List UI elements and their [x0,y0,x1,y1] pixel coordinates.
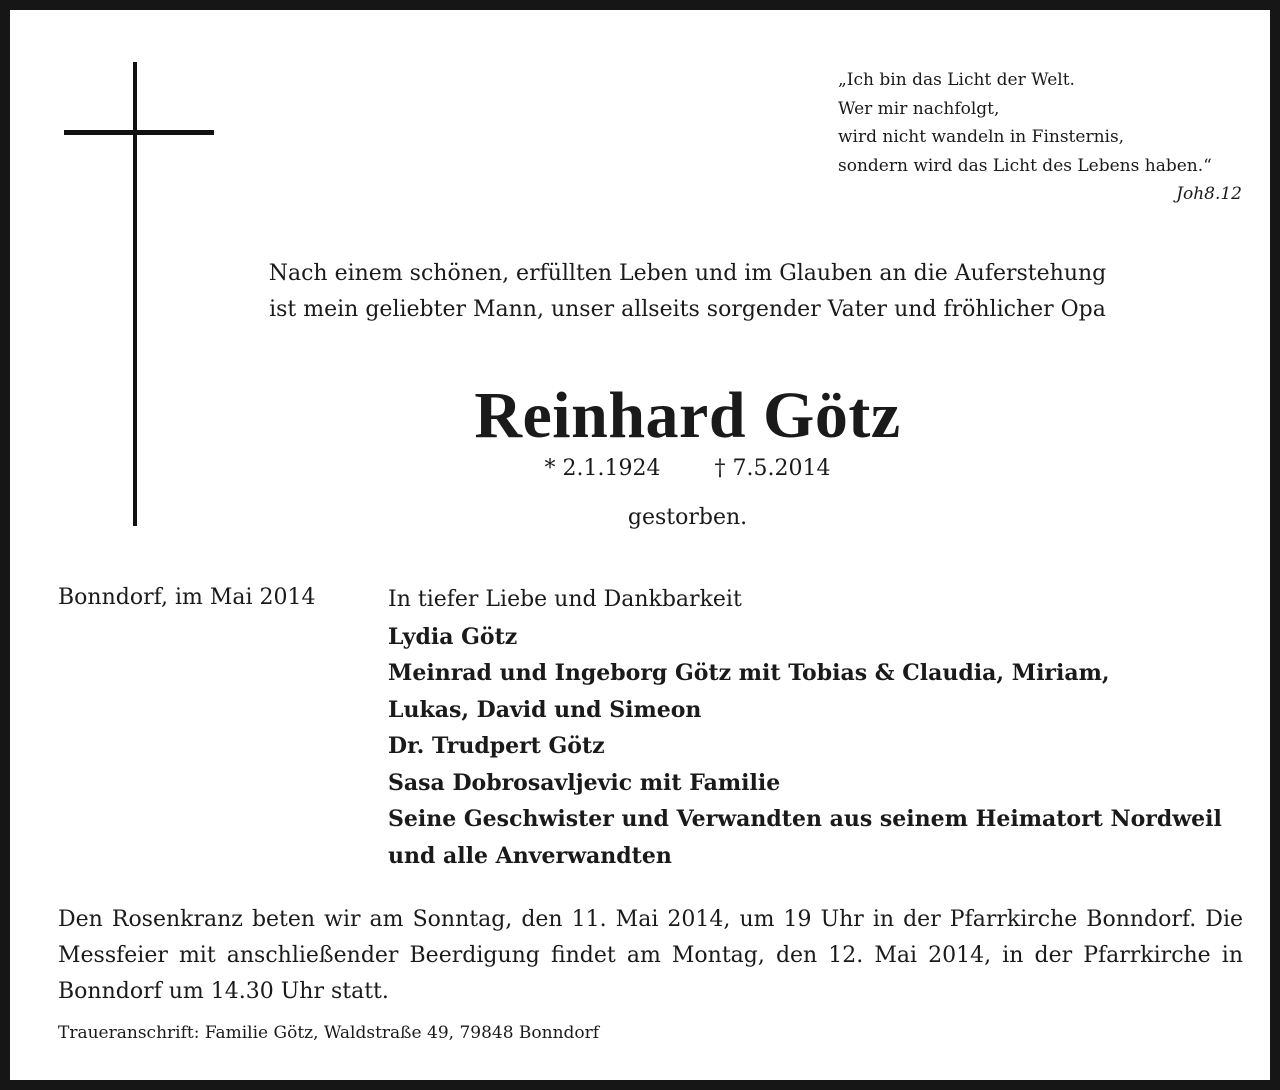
quote-line: „Ich bin das Licht der Welt. [838,70,1075,90]
quote-line: sondern wird das Licht des Lebens haben.“ [838,155,1212,176]
life-dates [140,453,1235,485]
mourners-list [388,582,1248,874]
intro-text [140,256,1235,328]
mourner-name: Lukas, David und Simeon [388,696,702,723]
death-date: † 7.5.2014 [714,456,831,481]
intro-line: ist mein geliebter Mann, unser allseits sorgender Vater und fröhlicher Opa [269,297,1106,322]
mourner-name: Lydia Götz [388,623,518,650]
died-verb: gestorben. [627,505,748,530]
quote-line: Wer mir nachfolgt, [838,98,1000,119]
mourners-heading: In tiefer Liebe und Dankbarkeit [388,587,742,612]
intro-line: Nach einem schönen, erfüllten Leben und im Glauben an die Auferstehung [268,261,1107,286]
mourner-name: Meinrad und Ingeborg Götz mit Tobias & Claudia, Miriam, [388,660,1110,686]
cross-horizontal-bar [64,130,214,135]
quote-line: wird nicht wandeln in Finsternis, [838,127,1125,148]
mourner-name: Seine Geschwister und Verwandten aus seinem Heimatort Nordweil [388,806,1222,832]
mourner-name: Sasa Dobrosavljevic mit Familie [388,769,781,796]
bible-quote [838,66,1242,209]
quote-reference: Joh8.12 [1176,184,1242,205]
mourner-name: und alle Anverwandten [388,842,672,869]
birth-date: * 2.1.1924 [544,456,661,481]
mourner-name: Dr. Trudpert Götz [388,733,605,759]
place-and-date: Bonndorf, im Mai 2014 [58,585,316,610]
deceased-name: Reinhard Götz [474,379,901,452]
funeral-details: Den Rosenkranz beten wir am Sonntag, den 11. Mai 2014, um 19 Uhr in der Pfarrkirche Bonndorf. Die Messfeier mit anschließender Beerdigung findet am Montag, den 12. Mai 2014, in der Pfarrkirche in Bonndorf um 14.30 Uhr statt. [58,907,1243,1004]
mourning-address: Traueranschrift: Familie Götz, Waldstraße 49, 79848 Bonndorf [58,1023,600,1043]
